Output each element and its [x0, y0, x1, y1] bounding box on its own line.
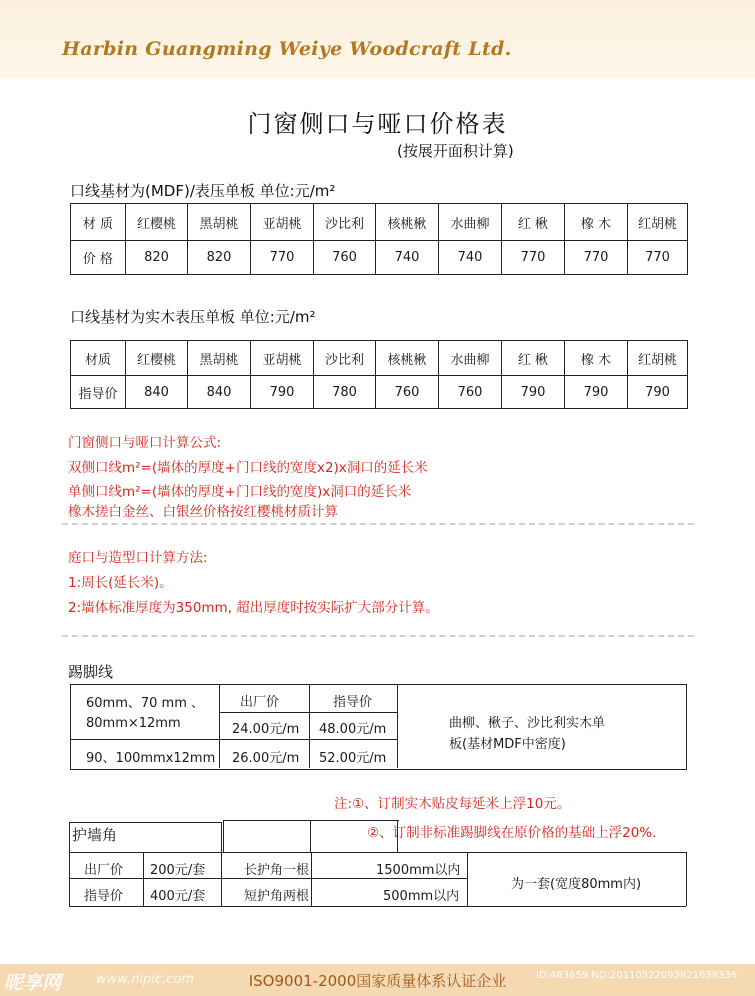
table-row — [71, 376, 688, 409]
material-cell: 黑胡桃 — [188, 341, 251, 376]
material-cell: 红樱桃 — [126, 204, 188, 241]
table-divider — [69, 822, 221, 823]
price-cell: 790 — [628, 376, 688, 409]
formula-heading: 门窗侧口与哑口计算公式: — [68, 435, 222, 451]
price-cell: 790 — [502, 376, 565, 409]
table2-label: 口线基材为实木表压单板 单位:元/m² — [70, 308, 316, 326]
material-cell: 橡 木 — [565, 341, 628, 376]
material-cell: 水曲柳 — [439, 341, 502, 376]
table-divider — [309, 684, 310, 768]
material-cell: 红 楸 — [502, 204, 565, 241]
kick-guide-header: 指导价 — [333, 695, 373, 710]
material-cell: 橡 木 — [565, 204, 628, 241]
page-title: 门窗侧口与哑口价格表 — [247, 110, 508, 138]
guard-label: 护墙角 — [72, 826, 118, 844]
kick-guide-1: 48.00元/m — [319, 722, 387, 737]
page-subtitle: (按展开面积计算) — [397, 142, 514, 160]
kick-guide-2: 52.00元/m — [319, 751, 387, 766]
price-cell: 790 — [251, 376, 314, 409]
material-cell: 黑胡桃 — [188, 204, 251, 241]
table-divider — [69, 878, 467, 879]
table-header-cell: 指导价 — [71, 376, 126, 409]
table-divider — [219, 684, 220, 768]
price-cell: 760 — [439, 376, 502, 409]
price-table-solidwood — [70, 340, 688, 409]
material-cell: 沙比利 — [314, 341, 376, 376]
guard-long-label: 长护角一根 — [244, 863, 310, 878]
price-cell: 820 — [188, 241, 251, 275]
table-divider — [223, 820, 224, 852]
price-cell: 770 — [565, 241, 628, 275]
table-divider — [311, 852, 312, 906]
material-cell: 亚胡桃 — [251, 204, 314, 241]
note-2: ②、订制非标准踢脚线在原价格的基础上浮20%. — [367, 825, 657, 841]
kick-size-2: 90、100mmx12mm — [86, 751, 216, 766]
kick-factory-2: 26.00元/m — [232, 751, 300, 766]
material-cell: 红胡桃 — [628, 341, 688, 376]
table1-label: 口线基材为(MDF)/表压单板 单位:元/m² — [70, 182, 336, 200]
material-cell: 红 楸 — [502, 341, 565, 376]
price-cell: 770 — [502, 241, 565, 275]
table-divider — [467, 852, 468, 906]
kick-desc-1: 曲柳、楸子、沙比利实木单 — [449, 716, 606, 731]
table-row — [71, 341, 688, 376]
table-row — [71, 204, 688, 241]
footer-certification: ISO9001-2000国家质量体系认证企业 — [248, 972, 507, 990]
table-divider — [310, 820, 311, 852]
kick-factory-header: 出厂价 — [240, 695, 280, 710]
table-divider — [70, 739, 397, 740]
price-cell: 740 — [439, 241, 502, 275]
guard-factory-label: 出厂价 — [84, 863, 124, 878]
table-divider — [69, 852, 686, 853]
table-header-cell: 价 格 — [71, 241, 126, 275]
kick-factory-1: 24.00元/m — [232, 722, 300, 737]
material-cell: 红樱桃 — [126, 341, 188, 376]
material-cell: 沙比利 — [314, 204, 376, 241]
table-divider — [221, 822, 222, 907]
section-divider — [62, 635, 694, 637]
price-cell: 790 — [565, 376, 628, 409]
method-heading: 庭口与造型口计算方法: — [68, 550, 208, 566]
watermark-logo: 昵享网 — [4, 972, 62, 994]
guard-short-value: 500mm以内 — [383, 889, 460, 904]
material-cell: 红胡桃 — [628, 204, 688, 241]
material-cell: 水曲柳 — [439, 204, 502, 241]
kick-label: 踢脚线 — [68, 663, 114, 681]
table-divider — [69, 906, 686, 907]
method-item-1: 1:周长(延长米)。 — [68, 575, 173, 591]
kick-size-1a: 60mm、70 mm 、 — [86, 696, 205, 711]
formula-note: 橡木搓白金丝、白银丝价格按红樱桃材质计算 — [68, 504, 338, 520]
kick-size-1b: 80mm×12mm — [86, 716, 181, 731]
price-table-mdf — [70, 203, 688, 275]
note-1: 注:①、订制实木贴皮每延米上浮10元。 — [334, 796, 571, 812]
table-header-cell: 材 质 — [71, 204, 126, 241]
price-cell: 840 — [126, 376, 188, 409]
material-cell: 核桃楸 — [376, 204, 439, 241]
table-row — [71, 241, 688, 275]
guard-guide-value: 400元/套 — [150, 889, 206, 904]
material-cell: 核桃楸 — [376, 341, 439, 376]
table-divider — [397, 820, 398, 852]
price-cell: 770 — [628, 241, 688, 275]
table-divider — [219, 712, 397, 713]
table-divider — [223, 820, 399, 821]
guard-long-value: 1500mm以内 — [376, 863, 461, 878]
price-cell: 740 — [376, 241, 439, 275]
guard-short-label: 短护角两根 — [244, 889, 310, 904]
price-cell: 840 — [188, 376, 251, 409]
method-item-2: 2:墙体标准厚度为350mm, 超出厚度时按实际扩大部分计算。 — [68, 600, 439, 616]
table-divider — [397, 684, 398, 768]
formula-double: 双侧口线m²=(墙体的厚度+门口线的宽度x2)x洞口的延长米 — [68, 460, 428, 476]
guard-factory-value: 200元/套 — [150, 863, 206, 878]
price-cell: 760 — [314, 241, 376, 275]
kick-desc-2: 板(基材MDF中密度) — [449, 737, 566, 752]
table-header-cell: 材质 — [71, 341, 126, 376]
price-cell: 780 — [314, 376, 376, 409]
guard-set-desc: 为一套(宽度80mm内) — [511, 877, 642, 892]
table-divider — [69, 822, 70, 907]
guard-guide-label: 指导价 — [84, 889, 124, 904]
watermark-id: ID:483659 NO:20110522093821638336 — [536, 970, 738, 981]
table-divider — [686, 852, 687, 906]
table-divider — [143, 852, 144, 906]
price-cell: 770 — [251, 241, 314, 275]
price-cell: 760 — [376, 376, 439, 409]
company-name: Harbin Guangming Weiye Woodcraft Ltd. — [62, 38, 512, 60]
material-cell: 亚胡桃 — [251, 341, 314, 376]
section-divider — [62, 523, 694, 525]
formula-single: 单侧口线m²=(墙体的厚度+门口线的宽度)x洞口的延长米 — [68, 484, 412, 500]
price-cell: 820 — [126, 241, 188, 275]
watermark-url: www.nipic.com — [96, 972, 194, 987]
